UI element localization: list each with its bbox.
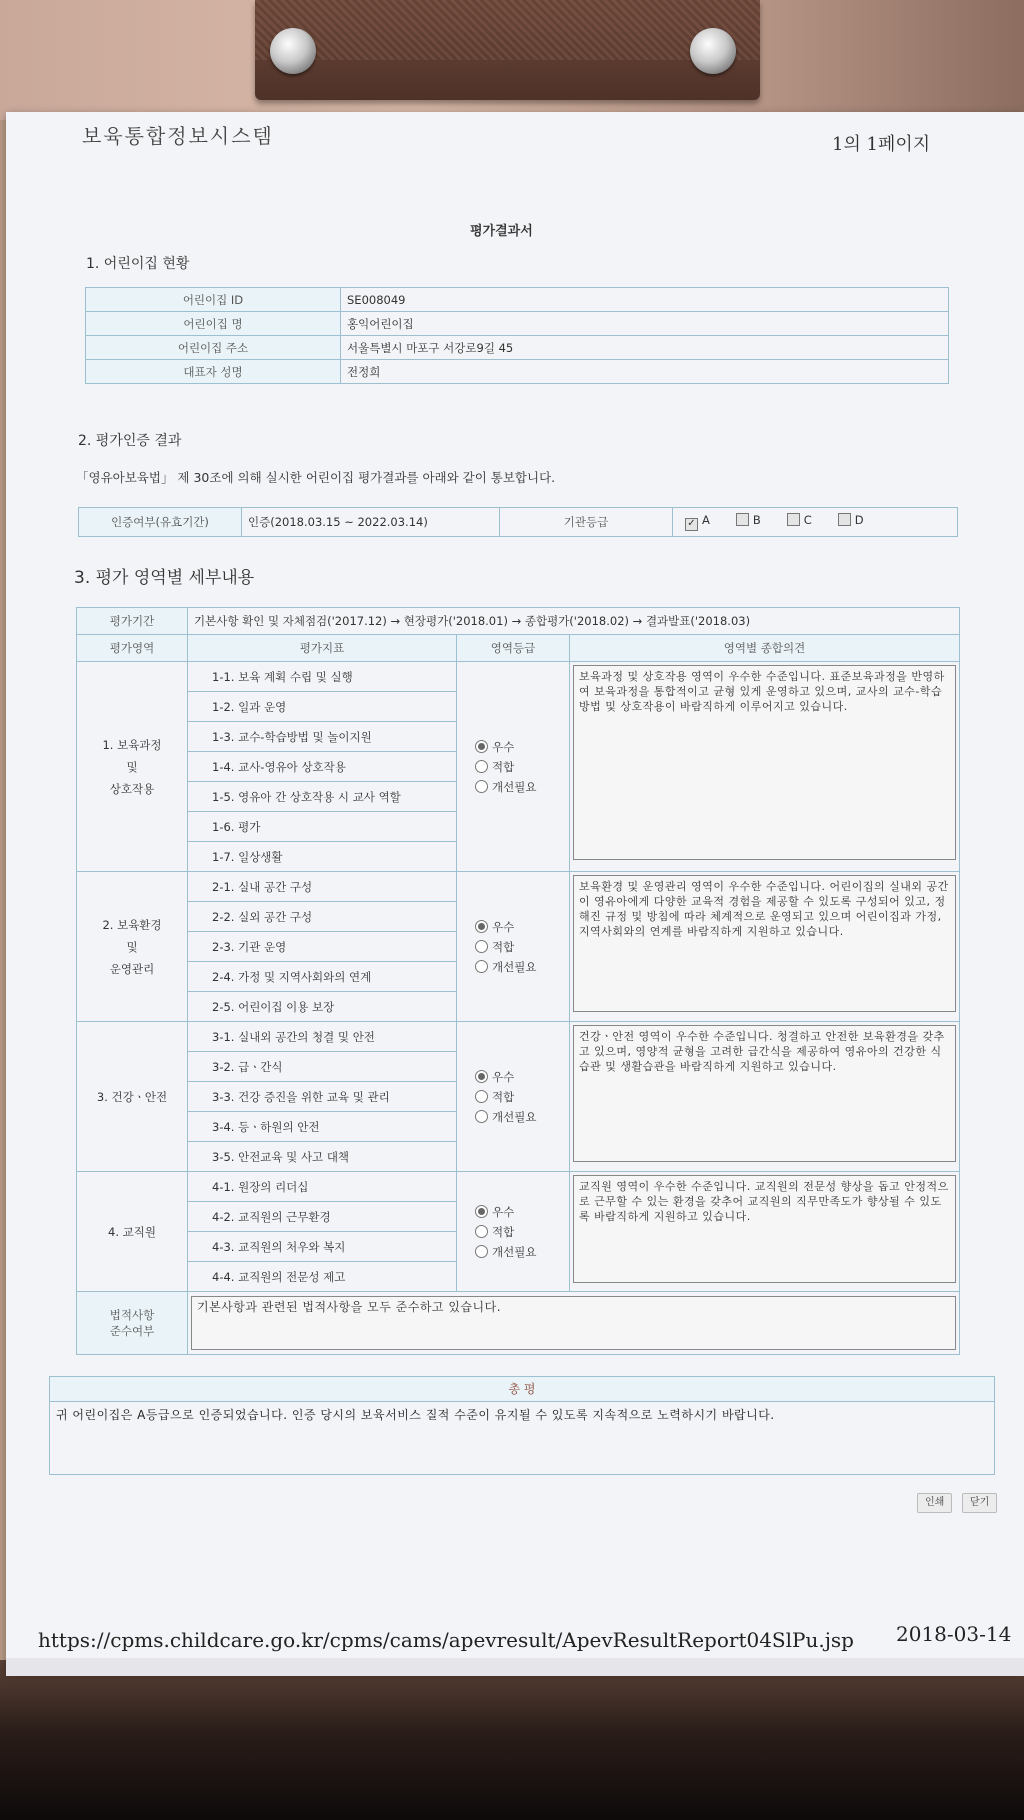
grade-radio-option[interactable] [475, 1067, 563, 1087]
col-indicator-header: 평가지표 [188, 635, 457, 662]
info-row [86, 360, 949, 384]
grade-radio-option[interactable] [475, 777, 563, 797]
info-value: 홍익어린이집 [341, 312, 949, 336]
indicator-cell: 3-3. 건강 증진을 위한 교육 및 관리 [188, 1082, 457, 1112]
grade-label: 기관등급 [500, 508, 673, 537]
area-name-line: 및 [126, 759, 138, 774]
grade-radio-option[interactable] [475, 1087, 563, 1107]
paper-fold [6, 1658, 1024, 1676]
grade-option-label: D [854, 513, 864, 527]
indicator-cell: 1-1. 보육 계획 수립 및 실행 [188, 662, 457, 692]
indicator-cell: 4-2. 교직원의 근무환경 [188, 1202, 457, 1232]
summary-title: 총 평 [50, 1377, 994, 1402]
evaluation-detail-table [76, 607, 960, 1355]
col-opinion-header: 영역별 종합의견 [570, 635, 960, 662]
area-name-line: 상호작용 [109, 781, 155, 796]
cert-label: 인증여부(유효기간) [79, 508, 242, 537]
radio-icon[interactable] [475, 760, 488, 773]
radio-icon[interactable] [475, 1205, 488, 1218]
grade-option[interactable] [685, 513, 710, 527]
radio-icon[interactable] [475, 740, 488, 753]
grade-radio-option[interactable] [475, 1222, 563, 1242]
legal-value-cell [188, 1292, 960, 1355]
opinion-textarea[interactable]: 보육과정 및 상호작용 영역이 우수한 수준입니다. 표준보육과정을 반영하여 보육과정을 통합적이고 균형 있게 운영하고 있으며, 교사의 교수-학습 방법 및 상호작용이 바람직하게 이루어지고 있습니다. [573, 665, 956, 860]
section2-title: 2. 평가인증 결과 [78, 433, 182, 449]
area-grade-radios [457, 1022, 570, 1172]
grade-radio-option[interactable] [475, 1107, 563, 1127]
radio-label: 우수 [492, 1069, 515, 1084]
radio-icon[interactable] [475, 780, 488, 793]
radio-icon[interactable] [475, 1070, 488, 1083]
info-row [86, 336, 949, 360]
grade-option[interactable] [736, 513, 761, 527]
info-row [86, 288, 949, 312]
area-opinion-cell [570, 662, 960, 872]
indicator-cell: 4-1. 원장의 리더십 [188, 1172, 457, 1202]
indicator-cell: 2-1. 실내 공간 구성 [188, 872, 457, 902]
indicator-cell: 1-2. 일과 운영 [188, 692, 457, 722]
period-value: 기본사항 확인 및 자체점검('2017.12) → 현장평가('2018.01) → 종합평가('2018.02) → 결과발표('2018.03) [188, 608, 960, 635]
page-indicator: 1의 1페이지 [832, 134, 931, 155]
period-label: 평가기간 [77, 608, 188, 635]
opinion-textarea[interactable]: 건강ㆍ안전 영역이 우수한 수준입니다. 청결하고 안전한 보육환경을 갖추고 있으며, 영양적 균형을 고려한 급간식을 제공하여 영유아의 건강한 식습관 및 생활습관을 바람직하게 지원하고 있습니다. [573, 1025, 956, 1162]
indicator-cell: 2-4. 가정 및 지역사회와의 연계 [188, 962, 457, 992]
checkbox-icon[interactable] [838, 513, 851, 526]
area-name [77, 662, 188, 872]
indicator-cell: 2-3. 기관 운영 [188, 932, 457, 962]
indicator-cell: 3-1. 실내외 공간의 청결 및 안전 [188, 1022, 457, 1052]
section3-title: 3. 평가 영역별 세부내용 [74, 568, 255, 588]
radio-icon[interactable] [475, 940, 488, 953]
legal-label-line: 법적사항 [109, 1308, 155, 1322]
col-grade-header: 영역등급 [457, 635, 570, 662]
radio-icon[interactable] [475, 1090, 488, 1103]
background-bottom [0, 1660, 1024, 1820]
info-label: 어린이집 주소 [86, 336, 341, 360]
grade-option-label: C [803, 513, 812, 527]
grade-checkboxes [673, 508, 958, 537]
grade-radio-option[interactable] [475, 757, 563, 777]
radio-label: 우수 [492, 739, 515, 754]
area-name-line: 2. 보육환경 [102, 917, 162, 932]
area-grade-radios [457, 662, 570, 872]
summary-text: 귀 어린이집은 A등급으로 인증되었습니다. 인증 당시의 보육서비스 질적 수준이 유지될 수 있도록 지속적으로 노력하시기 바랍니다. [56, 1408, 775, 1422]
radio-icon[interactable] [475, 1245, 488, 1258]
area-name-line: 및 [126, 939, 138, 954]
grade-radio-option[interactable] [475, 957, 563, 977]
legal-value[interactable]: 기본사항과 관련된 법적사항을 모두 준수하고 있습니다. [191, 1296, 956, 1350]
grade-option[interactable] [838, 513, 864, 527]
area-name [77, 872, 188, 1022]
opinion-textarea[interactable]: 보육환경 및 운영관리 영역이 우수한 수준입니다. 어린이집의 실내외 공간이 영유아에게 다양한 교육적 경험을 제공할 수 있도록 구성되어 있고, 정해진 규정 및 방침에 따라 체계적으로 운영되고 있으며 어린이집과 가정, 지역사회와의 연계를 바람직하게 지원하고 있습니다. [573, 875, 956, 1012]
area-opinion-cell [570, 1022, 960, 1172]
radio-label: 개선필요 [492, 779, 537, 794]
area-name-line: 4. 교직원 [108, 1224, 156, 1239]
radio-label: 개선필요 [492, 1244, 537, 1259]
indicator-row [77, 1172, 960, 1202]
info-value: SE008049 [341, 288, 949, 312]
area-name-line: 1. 보육과정 [102, 737, 162, 752]
checkbox-icon[interactable] [736, 513, 749, 526]
indicator-cell: 3-2. 급ㆍ간식 [188, 1052, 457, 1082]
info-label: 어린이집 명 [86, 312, 341, 336]
area-name [77, 1172, 188, 1292]
info-label: 대표자 성명 [86, 360, 341, 384]
indicator-cell: 2-2. 실외 공간 구성 [188, 902, 457, 932]
indicator-cell: 3-5. 안전교육 및 사고 대책 [188, 1142, 457, 1172]
legal-row [77, 1292, 960, 1355]
grade-option-label: B [752, 513, 761, 527]
info-value: 서울특별시 마포구 서강로9길 45 [341, 336, 949, 360]
daycare-info-table [85, 287, 949, 384]
indicator-cell: 1-7. 일상생활 [188, 842, 457, 872]
system-name: 보육통합정보시스템 [82, 124, 274, 148]
close-button[interactable]: 닫기 [962, 1493, 997, 1513]
indicator-cell: 4-3. 교직원의 처우와 복지 [188, 1232, 457, 1262]
clip-rivet-right [690, 28, 736, 74]
info-row [86, 312, 949, 336]
indicator-cell: 1-4. 교사-영유아 상호작용 [188, 752, 457, 782]
notice-text: 「영유아보육법」 제 30조에 의해 실시한 어린이집 평가결과를 아래와 같이 통보합니다. [76, 470, 556, 485]
radio-label: 적합 [492, 1224, 515, 1239]
print-button[interactable]: 인쇄 [917, 1493, 952, 1513]
grade-radio-option[interactable] [475, 1202, 563, 1222]
grade-radio-option[interactable] [475, 737, 563, 757]
radio-label: 적합 [492, 939, 515, 954]
radio-label: 적합 [492, 1089, 515, 1104]
radio-label: 적합 [492, 759, 515, 774]
clipboard-clip-texture [255, 0, 760, 60]
indicator-row [77, 662, 960, 692]
area-opinion-cell [570, 1172, 960, 1292]
indicator-cell: 1-3. 교수-학습방법 및 놀이지원 [188, 722, 457, 752]
radio-icon[interactable] [475, 1225, 488, 1238]
opinion-textarea[interactable]: 교직원 영역이 우수한 수준입니다. 교직원의 전문성 향상을 돕고 안정적으로 근무할 수 있는 환경을 갖추어 교직원의 직무만족도가 향상될 수 있도록 바람직하게 지원하고 있습니다. [573, 1175, 956, 1283]
indicator-cell: 2-5. 어린이집 이용 보장 [188, 992, 457, 1022]
checkbox-icon[interactable]: ✓ [685, 518, 698, 531]
indicator-cell: 3-4. 등ㆍ하원의 안전 [188, 1112, 457, 1142]
area-name-line: 운영관리 [109, 961, 155, 976]
indicator-cell: 1-5. 영유아 간 상호작용 시 교사 역할 [188, 782, 457, 812]
legal-label [77, 1292, 188, 1355]
radio-label: 우수 [492, 1204, 515, 1219]
area-opinion-cell [570, 872, 960, 1022]
radio-label: 개선필요 [492, 1109, 537, 1124]
legal-label-line: 준수여부 [109, 1324, 155, 1338]
certification-table [78, 507, 958, 537]
area-name [77, 1022, 188, 1172]
grade-radio-option[interactable] [475, 917, 563, 937]
footer-url: https://cpms.childcare.go.kr/cpms/cams/apevresult/ApevResultReport04SlPu.jsp [38, 1628, 854, 1652]
document-title: 평가결과서 [470, 224, 533, 239]
indicator-row [77, 1022, 960, 1052]
info-value: 전정희 [341, 360, 949, 384]
radio-label: 우수 [492, 919, 515, 934]
radio-icon[interactable] [475, 960, 488, 973]
area-name-line: 3. 건강ㆍ안전 [96, 1089, 168, 1104]
summary-box [49, 1376, 995, 1475]
grade-option-label: A [702, 513, 710, 527]
indicator-row [77, 872, 960, 902]
cert-value: 인증(2018.03.15 ~ 2022.03.14) [242, 508, 500, 537]
checkbox-icon[interactable] [787, 513, 800, 526]
indicator-cell: 4-4. 교직원의 전문성 제고 [188, 1262, 457, 1292]
section1-title: 1. 어린이집 현황 [86, 256, 190, 272]
area-grade-radios [457, 1172, 570, 1292]
area-grade-radios [457, 872, 570, 1022]
col-area-header: 평가영역 [77, 635, 188, 662]
radio-label: 개선필요 [492, 959, 537, 974]
info-label: 어린이집 ID [86, 288, 341, 312]
grade-radio-option[interactable] [475, 1242, 563, 1262]
grade-option[interactable] [787, 513, 812, 527]
clip-rivet-left [270, 28, 316, 74]
indicator-cell: 1-6. 평가 [188, 812, 457, 842]
footer-date: 2018-03-14 [896, 1622, 1012, 1646]
grade-radio-option[interactable] [475, 937, 563, 957]
radio-icon[interactable] [475, 920, 488, 933]
radio-icon[interactable] [475, 1110, 488, 1123]
